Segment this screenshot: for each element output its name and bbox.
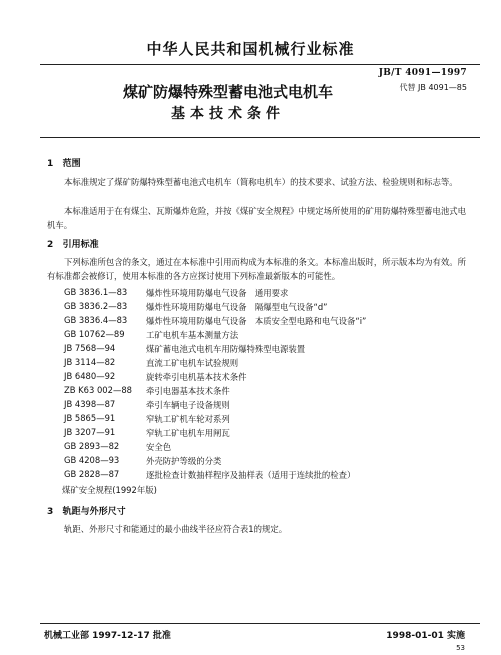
reference-trailing: 煤矿安全规程(1992年版) <box>62 485 157 495</box>
reference-title: 煤矿蓄电池式电机车用防爆特殊型电源装置 <box>146 344 306 354</box>
reference-code: GB 4208—93 <box>64 455 120 465</box>
approval-line: 机械工业部 1997-12-17 批准 <box>44 631 171 641</box>
reference-title: 直流工矿电机车试验规则 <box>146 358 239 368</box>
reference-title: 窄轨工矿电机车用闸瓦 <box>146 428 230 438</box>
reference-code: JB 3114—82 <box>64 357 116 367</box>
reference-code: GB 3836.1—83 <box>64 287 128 297</box>
reference-code: GB 10762—89 <box>64 329 125 339</box>
reference-title: 外壳防护等级的分类 <box>146 456 222 466</box>
reference-title: 爆炸性环境用防爆电气设备 本质安全型电路和电气设备“i” <box>146 316 367 326</box>
footer-rule <box>40 623 480 624</box>
document-title-line1: 煤矿防爆特殊型蓄电池式电机车 <box>122 83 333 101</box>
reference-code: GB 3836.2—83 <box>64 301 128 311</box>
reference-code: JB 7568—94 <box>64 343 116 353</box>
reference-title: 逐批检查计数抽样程序及抽样表（适用于连续批的检查） <box>146 470 356 480</box>
reference-title: 爆炸性环境用防爆电气设备 隔爆型电气设备“d” <box>146 302 328 312</box>
paragraph: 轨距、外形尺寸和能通过的最小曲线半径应符合表1的规定。 <box>64 524 288 534</box>
section-number: 3 <box>47 507 54 517</box>
section-2-heading <box>47 237 99 250</box>
reference-title: 安全色 <box>146 442 172 452</box>
reference-title: 窄轨工矿机车轮对系列 <box>146 414 230 424</box>
section-1-heading <box>47 156 81 169</box>
reference-title: 旋转牵引电机基本技术条件 <box>146 372 247 382</box>
reference-title: 牵引车辆电子设备规则 <box>146 400 230 410</box>
header-bottom-rule <box>40 137 480 138</box>
reference-code: GB 3836.4—83 <box>64 315 128 325</box>
page-number: 53 <box>456 644 465 652</box>
replaces-standard: 代替 JB 4091—85 <box>399 83 467 92</box>
paragraph: 本标准规定了煤矿防爆特殊型蓄电池式电机车（简称电机车）的技术要求、试验方法、检验规则和标志等。 <box>64 177 458 187</box>
document-title-line2: 基本技术条件 <box>171 106 285 122</box>
section-title: 引用标准 <box>62 240 99 250</box>
section-3-heading <box>47 504 126 517</box>
paragraph: 本标准适用于在有煤尘、瓦斯爆炸危险，并按《煤矿安全规程》中规定场所使用的矿用防爆特殊型蓄电池式电机车。 <box>47 206 466 230</box>
paragraph: 下列标准所包含的条文，通过在本标准中引用而构成为本标准的条文。本标准出版时，所示版本均为有效。所有标准都会被修订，使用本标准的各方应探讨使用下列标准最新版本的可能性。 <box>47 257 466 281</box>
section-number: 1 <box>47 159 54 169</box>
reference-code: JB 3207—91 <box>64 427 116 437</box>
reference-code: GB 2893—82 <box>64 441 120 451</box>
section-title: 轨距与外形尺寸 <box>62 507 126 517</box>
reference-code: ZB K63 002—88 <box>64 385 132 395</box>
reference-title: 牵引电器基本技术条件 <box>146 386 230 396</box>
reference-code: GB 2828—87 <box>64 469 120 479</box>
header-top-rule <box>40 64 480 65</box>
standard-number: JB/T 4091—1997 <box>378 68 467 78</box>
reference-code: JB 4398—87 <box>64 399 116 409</box>
section-number: 2 <box>47 240 54 250</box>
reference-title: 工矿电机车基本测量方法 <box>146 330 239 340</box>
effective-date: 1998-01-01 实施 <box>386 631 465 641</box>
reference-title: 爆炸性环境用防爆电气设备 通用要求 <box>146 288 289 298</box>
reference-code: JB 6480—92 <box>64 371 116 381</box>
reference-code: JB 5865—91 <box>64 413 116 423</box>
section-title: 范围 <box>62 159 81 169</box>
issuing-body-title: 中华人民共和国机械行业标准 <box>146 40 355 58</box>
